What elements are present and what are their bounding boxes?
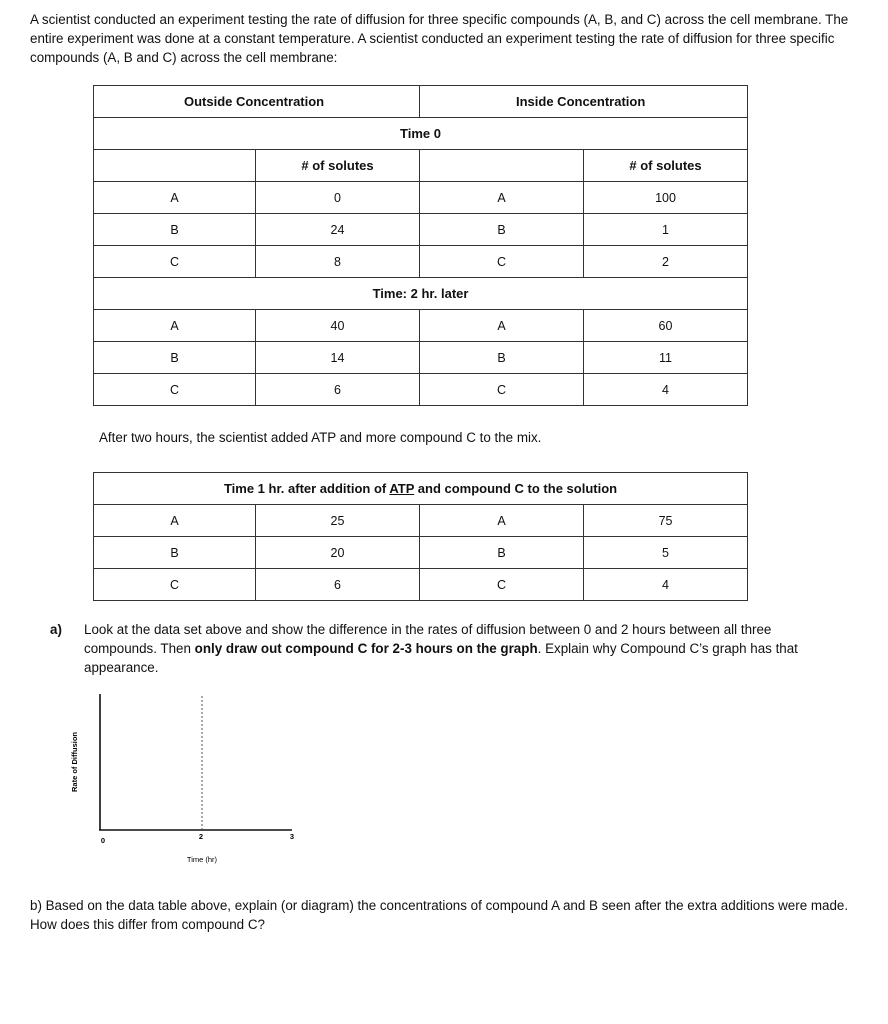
time0-label: Time 0 bbox=[94, 118, 748, 150]
blank-rate-graph bbox=[60, 690, 320, 880]
table-row bbox=[94, 374, 748, 406]
compound-cell: C bbox=[94, 569, 256, 601]
question-a-letter: a) bbox=[50, 622, 62, 637]
x-tick-3: 3 bbox=[289, 832, 295, 841]
compound-cell: B bbox=[94, 214, 256, 246]
compound-cell: C bbox=[94, 246, 256, 278]
value-cell: 20 bbox=[256, 537, 420, 569]
compound-cell: B bbox=[94, 537, 256, 569]
value-cell: 11 bbox=[584, 342, 748, 374]
intro-paragraph: A scientist conducted an experiment testing the rate of diffusion for three specific compounds (A, B, and C) across the cell membrane. The entire experiment was done at a constant temperature. A scientist conducted an experiment testing the rate of diffusion for three specific compounds (A, B and C) across the cell membrane: bbox=[30, 12, 849, 65]
value-cell: 75 bbox=[584, 505, 748, 537]
question-b: b) Based on the data table above, explain (or diagram) the concentrations of compound A and B seen after the extra additions were made. How does this differ from compound C? bbox=[30, 898, 849, 932]
value-cell: 25 bbox=[256, 505, 420, 537]
value-cell: 40 bbox=[256, 310, 420, 342]
value-cell: 8 bbox=[256, 246, 420, 278]
blank-cell bbox=[94, 150, 256, 182]
compound-cell: A bbox=[420, 310, 584, 342]
value-cell: 2 bbox=[584, 246, 748, 278]
x-tick-2: 2 bbox=[198, 832, 204, 841]
x-axis-label: Time (hr) bbox=[186, 855, 218, 864]
value-cell: 0 bbox=[256, 182, 420, 214]
value-cell: 6 bbox=[256, 374, 420, 406]
question-a-text-part1: Look at the data set above and show the difference in the rates of diffusion between 0 and 2 hours between all three compounds. Then bbox=[84, 622, 772, 656]
compound-cell: A bbox=[94, 310, 256, 342]
compound-cell: C bbox=[420, 246, 584, 278]
time2-row bbox=[94, 278, 748, 310]
table-row bbox=[94, 182, 748, 214]
value-cell: 5 bbox=[584, 537, 748, 569]
after-atp-title bbox=[94, 473, 748, 505]
value-cell: 6 bbox=[256, 569, 420, 601]
blank-cell bbox=[420, 150, 584, 182]
atp-note: After two hours, the scientist added ATP and more compound C to the mix. bbox=[99, 430, 542, 445]
value-cell: 60 bbox=[584, 310, 748, 342]
question-a bbox=[50, 620, 820, 677]
title-pre: Time 1 hr. after addition of bbox=[223, 481, 390, 496]
inside-concentration-header: Inside Concentration bbox=[420, 86, 748, 118]
compound-cell: C bbox=[94, 374, 256, 406]
value-cell: 4 bbox=[584, 569, 748, 601]
question-a-text-part2: . Explain why Compound C’s graph has that appearance. bbox=[84, 641, 798, 675]
compound-cell: C bbox=[420, 569, 584, 601]
y-axis-label: Rate of Diffusion bbox=[70, 732, 79, 792]
table-row bbox=[94, 537, 748, 569]
time0-row bbox=[94, 118, 748, 150]
outside-concentration-header: Outside Concentration bbox=[94, 86, 420, 118]
x-tick-0: 0 bbox=[100, 836, 106, 845]
outside-solutes-label: # of solutes bbox=[256, 150, 420, 182]
value-cell: 24 bbox=[256, 214, 420, 246]
table-row bbox=[94, 342, 748, 374]
compound-cell: A bbox=[420, 505, 584, 537]
table-row bbox=[94, 310, 748, 342]
compound-cell: B bbox=[94, 342, 256, 374]
table-row bbox=[94, 505, 748, 537]
title-atp: ATP bbox=[389, 481, 415, 496]
value-cell: 1 bbox=[584, 214, 748, 246]
value-cell: 14 bbox=[256, 342, 420, 374]
compound-cell: B bbox=[420, 537, 584, 569]
title-post: and compound C to the solution bbox=[414, 481, 618, 496]
time2-label: Time: 2 hr. later bbox=[94, 278, 748, 310]
question-a-bold-text: only draw out compound C for 2-3 hours on the graph bbox=[194, 641, 538, 656]
question-a-text bbox=[84, 620, 820, 677]
time0-time2-table bbox=[93, 85, 748, 406]
value-cell: 4 bbox=[584, 374, 748, 406]
compound-cell: A bbox=[420, 182, 584, 214]
table-row bbox=[94, 246, 748, 278]
table-title-row bbox=[94, 473, 748, 505]
table-row bbox=[94, 569, 748, 601]
compound-cell: A bbox=[94, 505, 256, 537]
compound-cell: B bbox=[420, 214, 584, 246]
value-cell: 100 bbox=[584, 182, 748, 214]
solutes-header-row bbox=[94, 150, 748, 182]
inside-solutes-label: # of solutes bbox=[584, 150, 748, 182]
compound-cell: A bbox=[94, 182, 256, 214]
compound-cell: B bbox=[420, 342, 584, 374]
compound-cell: C bbox=[420, 374, 584, 406]
table-header-row bbox=[94, 86, 748, 118]
table-row bbox=[94, 214, 748, 246]
after-atp-table bbox=[93, 472, 748, 601]
